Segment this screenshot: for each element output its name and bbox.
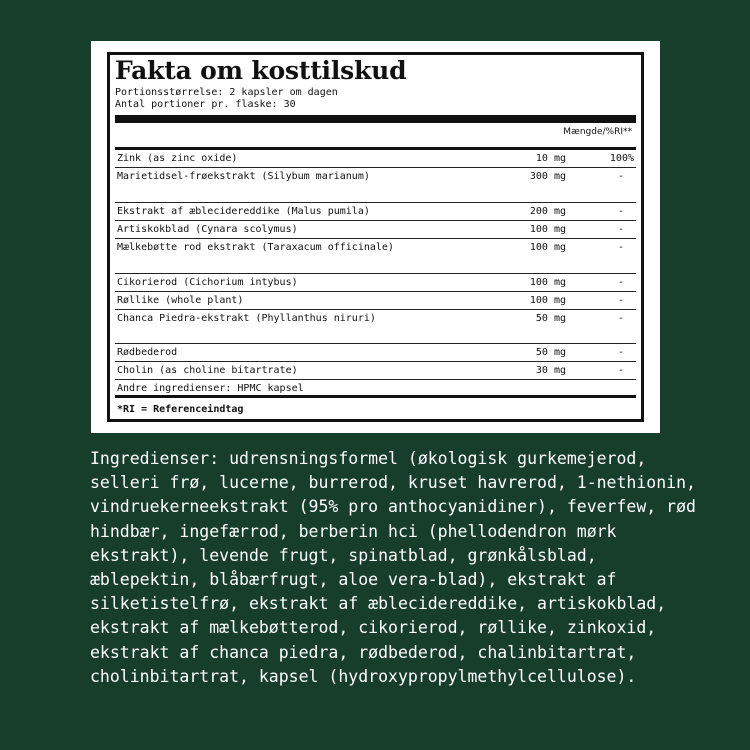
table-row [115,221,636,239]
row-name: Rødbederod [117,347,178,358]
row-amount: 30 mg [535,365,566,376]
row-ri: - [617,347,624,358]
row-name: Marietidsel-frøekstrakt (Silybum marianum) [117,171,370,182]
table-row [115,362,636,380]
row-name: Cholin (as choline bitartrate) [117,365,298,376]
row-name: Chanca Piedra-ekstrakt (Phyllanthus niruri) [117,313,376,324]
table-row [115,344,636,362]
row-ri: - [617,295,624,306]
ingredients-paragraph: Ingredienser: udrensningsformel (økologisk gurkemejerod, selleri frø, lucerne, burrerod, kruset havrerod, 1-nethionin, vindruekerneekstrakt (95% pro anthocyanidiner), feverfew, rød hindbær, ingefærrod, berberin hci (phellodendron mørk ekstrakt), levende frugt, spinatblad, grønkålsblad, æblepektin, blåbærfrugt, aloe vera-blad), ekstrakt af silketistelfrø, ekstrakt af æblecidereddike, artiskokblad, ekstrakt af mælkebøtterod, cikorierod, røllike, zinkoxid, ekstrakt af chanca piedra, rødbederod, chalinbitartrat, cholinbitartrat, kapsel (hydroxypropylmethylcellulose). [90,449,696,686]
row-ri: 100% [609,153,634,164]
row-ri: - [617,313,624,324]
row-amount: 100 mg [529,242,566,253]
row-amount: 10 mg [535,153,566,164]
row-ri: - [617,277,624,288]
row-amount: 300 mg [529,171,566,182]
other-ingredients: Andre ingredienser: HPMC kapsel [117,383,304,394]
row-amount: 100 mg [529,224,566,235]
row-amount: 200 mg [529,206,566,217]
table-row [115,239,636,274]
thick-divider-top [115,115,636,123]
row-ri: - [617,242,624,253]
row-amount: 100 mg [529,295,566,306]
serving-size: Portionsstørrelse: 2 kapsler om dagen [115,87,338,98]
footer-divider [115,395,636,398]
row-name: Cikorierod (Cichorium intybus) [117,277,298,288]
row-ri: - [617,171,624,182]
table-row [115,292,636,310]
row-name: Mælkebøtte rod ekstrakt (Taraxacum officinale) [117,242,394,253]
row-ri: - [617,365,624,376]
row-name: Artiskokblad (Cynara scolymus) [117,224,298,235]
row-name: Ekstrakt af æblecidereddike (Malus pumila) [117,206,370,217]
row-name: Røllike (whole plant) [117,295,244,306]
row-amount: 100 mg [529,277,566,288]
row-name: Zink (as zinc oxide) [117,153,238,164]
table-row [115,168,636,203]
supplement-facts-panel [91,41,660,433]
facts-table [115,150,636,398]
row-ri: - [617,206,624,217]
table-row [115,203,636,221]
row-amount: 50 mg [535,347,566,358]
amount-column-header: Mængde/%RI** [563,127,632,137]
table-row [115,274,636,292]
row-ri: - [617,224,624,235]
row-amount: 50 mg [535,313,566,324]
facts-title: Fakta om kosttilskud [115,56,407,85]
table-row [115,150,636,168]
ri-footnote: *RI = Referenceindtag [117,404,244,415]
table-row [115,310,636,344]
servings-per-bottle: Antal portioner pr. flaske: 30 [115,99,296,110]
